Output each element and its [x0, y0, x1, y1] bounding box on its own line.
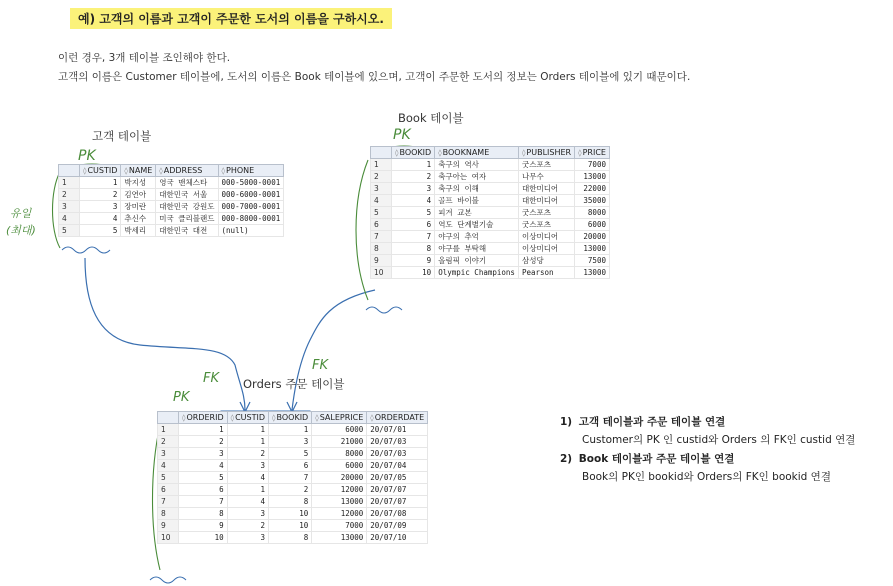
col-price[interactable]: ◊PRICE	[575, 147, 610, 159]
table-row: 8 8 야구를 부탁해 이상미디어 13000	[371, 243, 610, 255]
header-rownum	[158, 412, 179, 424]
table-row: 7 7 야구의 추억 이상미디어 20000	[371, 231, 610, 243]
col-address[interactable]: ◊ADDRESS	[156, 165, 218, 177]
col-orderdate[interactable]: ◊ORDERDATE	[367, 412, 428, 424]
book-table-caption: Book 테이블	[398, 111, 464, 125]
orders-table	[157, 411, 428, 544]
table-row: 5 5 피겨 교본 굿스포츠 8000	[371, 207, 610, 219]
col-custid[interactable]: ◊CUSTID	[227, 412, 268, 424]
col-bookid[interactable]: ◊BOOKID	[392, 147, 435, 159]
col-name[interactable]: ◊NAME	[121, 165, 156, 177]
table-row: 6 6 1 2 12000 20/07/07	[158, 484, 428, 496]
table-row: 3 3 축구의 이해 대한미디어 22000	[371, 183, 610, 195]
table-row: 4 4 추신수 미국 클리블랜드 000-8000-0001	[59, 213, 284, 225]
unique-note-2: (최대)	[6, 224, 36, 237]
note-item: 1) 고객 테이블과 주문 테이블 연결	[560, 416, 726, 428]
table-row: 2 2 1 3 21000 20/07/03	[158, 436, 428, 448]
col-bookid[interactable]: ◊BOOKID	[269, 412, 312, 424]
table-row: 10 10 3 8 13000 20/07/10	[158, 532, 428, 544]
header-rownum	[59, 165, 80, 177]
fk-label-bookid: FK	[312, 358, 329, 373]
pk-label-customer: PK	[78, 148, 96, 164]
table-row: 5 5 박세리 대한민국 대전 (null)	[59, 225, 284, 237]
pk-label-book: PK	[393, 127, 411, 143]
table-row: 3 3 장미란 대한민국 강원도 000-7000-0001	[59, 201, 284, 213]
table-row: 3 3 2 5 8000 20/07/03	[158, 448, 428, 460]
note-text: Book의 PK인 bookid와 Orders의 FK인 bookid 연결	[582, 471, 831, 483]
table-row: 9 9 올림픽 이야기 삼성당 7500	[371, 255, 610, 267]
page-title: 예) 고객의 이름과 고객이 주문한 도서의 이름을 구하시오.	[70, 8, 392, 29]
book-orders-link	[292, 290, 375, 410]
col-orderid[interactable]: ◊ORDERID	[179, 412, 228, 424]
note-title: 고객 테이블과 주문 테이블 연결	[578, 416, 726, 428]
unique-note: 유일	[10, 207, 32, 220]
header-rownum	[371, 147, 392, 159]
table-row: 5 5 4 7 20000 20/07/05	[158, 472, 428, 484]
table-row: 4 4 골프 바이블 대한미디어 35000	[371, 195, 610, 207]
orders-table-caption: Orders 주문 테이블	[243, 377, 345, 391]
customer-table	[58, 164, 284, 237]
pk-label-orders: PK	[173, 390, 190, 405]
table-row: 10 10 Olympic Champions Pearson 13000	[371, 267, 610, 279]
note-title: Book 테이블과 주문 테이블 연결	[578, 453, 735, 465]
intro-line-1: 이런 경우, 3개 테이블 조인해야 한다.	[58, 52, 231, 64]
table-row: 7 7 4 8 13000 20/07/07	[158, 496, 428, 508]
table-row: 2 2 김연아 대한민국 서울 000-6000-0001	[59, 189, 284, 201]
table-row: 9 9 2 10 7000 20/07/09	[158, 520, 428, 532]
col-saleprice[interactable]: ◊SALEPRICE	[312, 412, 367, 424]
table-row: 2 2 축구아는 여자 나무수 13000	[371, 171, 610, 183]
col-bookname[interactable]: ◊BOOKNAME	[435, 147, 519, 159]
col-publisher[interactable]: ◊PUBLISHER	[518, 147, 574, 159]
table-row: 6 6 역도 단계별기술 굿스포츠 6000	[371, 219, 610, 231]
intro-line-2: 고객의 이름은 Customer 테이블에, 도서의 이름은 Book 테이블에 있으며, 고객이 주문한 도서의 정보는 Orders 테이블에 있기 때문이다.	[58, 71, 691, 83]
customer-orders-link	[85, 258, 245, 410]
note-item: 2) Book 테이블과 주문 테이블 연결	[560, 453, 735, 465]
explanation-notes	[560, 414, 885, 484]
col-custid[interactable]: ◊CUSTID	[80, 165, 121, 177]
book-table	[370, 146, 610, 279]
note-text: Customer의 PK 인 custid와 Orders 의 FK인 custid 연결	[582, 434, 856, 446]
fk-label-custid: FK	[203, 371, 220, 386]
customer-table-caption: 고객 테이블	[92, 129, 152, 143]
table-row: 1 1 박지성 영국 맨체스타 000-5000-0001	[59, 177, 284, 189]
table-row: 1 1 1 1 6000 20/07/01	[158, 424, 428, 436]
table-row: 8 8 3 10 12000 20/07/08	[158, 508, 428, 520]
col-phone[interactable]: ◊PHONE	[218, 165, 284, 177]
table-row: 4 4 3 6 6000 20/07/04	[158, 460, 428, 472]
table-row: 1 1 축구의 역사 굿스포츠 7000	[371, 159, 610, 171]
